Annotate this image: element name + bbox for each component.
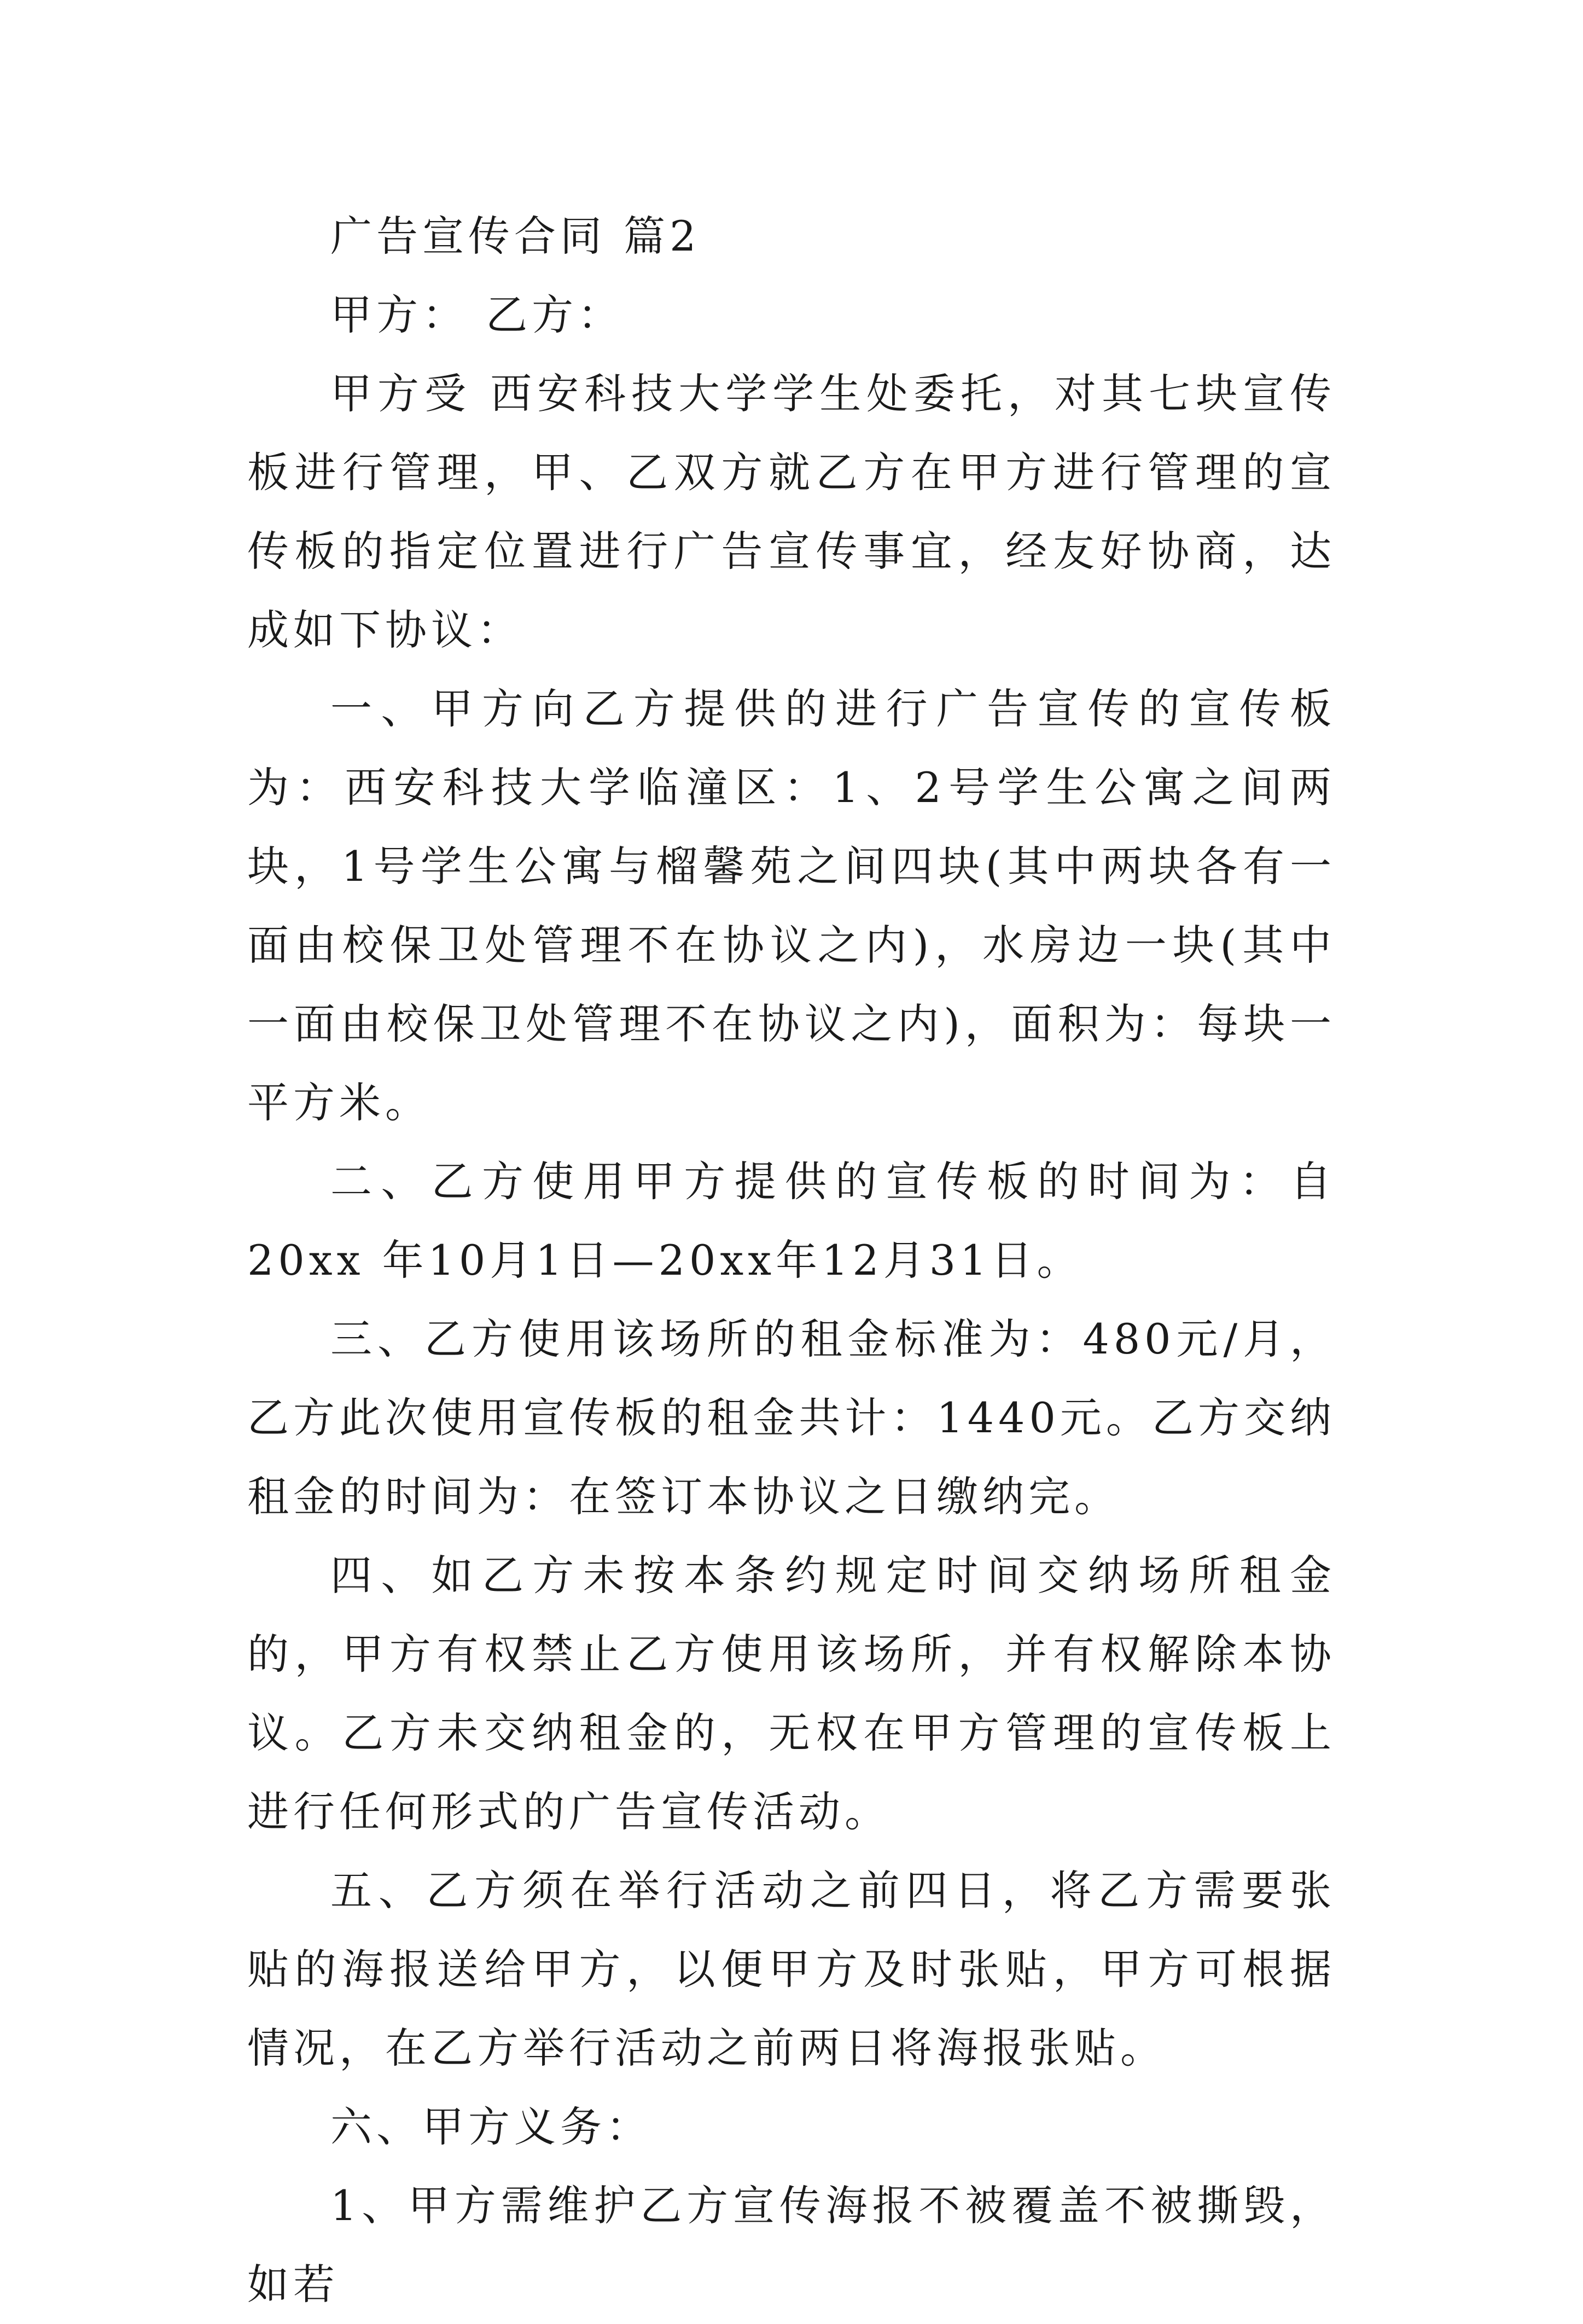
clause-2: 二、乙方使用甲方提供的宣传板的时间为：自 20xx 年10月1日—20xx年12月31日。 xyxy=(247,1157,1336,1285)
parties-line: 甲方： 乙方： xyxy=(330,290,624,339)
clause-3: 三、乙方使用该场所的租金标准为：480元/月，乙方此次使用宣传板的租金共计：1440元。乙方交纳租金的时间为：在签订本协议之日缴纳完。 xyxy=(247,1315,1336,1521)
clause-1: 一、甲方向乙方提供的进行广告宣传的宣传板为：西安科技大学临潼区：1、2号学生公寓之间两块，1号学生公寓与榴馨苑之间四块(其中两块各有一面由校保卫处管理不在协议之内)，水房边一块(其中一面由校保卫处管理不在协议之内)，面积为：每块一平方米。 xyxy=(247,684,1336,1127)
clause-6-heading: 六、甲方义务： xyxy=(330,2102,652,2151)
paragraph-intro: 甲方受 西安科技大学学生处委托，对其七块宣传板进行管理，甲、乙双方就乙方在甲方进行管理的宣传板的指定位置进行广告宣传事宜，经友好协商，达成如下协议： xyxy=(247,369,1336,654)
document-heading: 广告宣传合同 篇2 xyxy=(330,212,701,260)
clause-4: 四、如乙方未按本条约规定时间交纳场所租金的，甲方有权禁止乙方使用该场所，并有权解除本协议。乙方未交纳租金的，无权在甲方管理的宣传板上进行任何形式的广告宣传活动。 xyxy=(247,1551,1336,1836)
document-body xyxy=(247,197,1336,2324)
clause-6-item-1: 1、甲方需维护乙方宣传海报不被覆盖不被撕毁，如若 xyxy=(247,2181,1336,2309)
clause-5: 五、乙方须在举行活动之前四日，将乙方需要张贴的海报送给甲方，以便甲方及时张贴，甲方可根据情况，在乙方举行活动之前两日将海报张贴。 xyxy=(247,1866,1336,2072)
